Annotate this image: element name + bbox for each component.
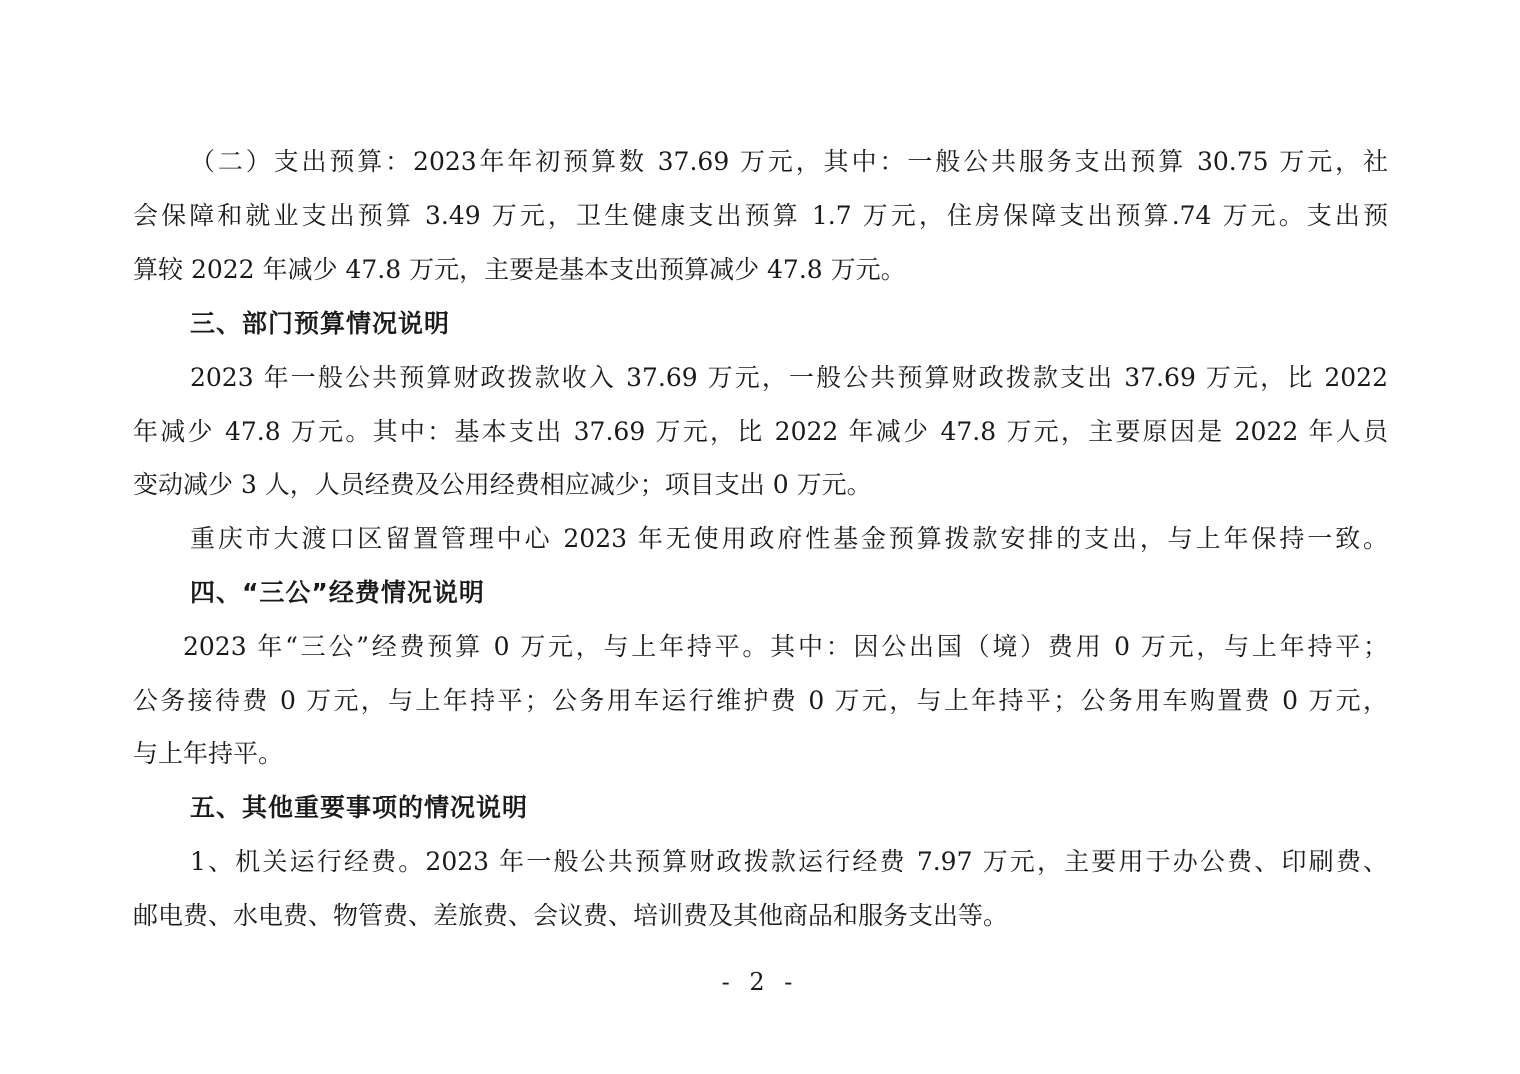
operating-expenses-line-2: 邮电费、水电费、物管费、差旅费、会议费、培训费及其他商品和服务支出等。 [133,901,1009,930]
three-public-expenses-line-2: 公务接待费 0 万元，与上年持平；公务用车运行维护费 0 万元，与上年持平；公务用车购置费 0 万元， [133,686,1388,715]
page-number: - 2 - [721,968,799,996]
department-budget-line-1: 2023 年一般公共预算财政拨款收入 37.69 万元，一般公共预算财政拨款支出 37.69 万元，比 2022 [190,363,1388,392]
section-heading-5: 五、其他重要事项的情况说明 [190,793,529,822]
three-public-expenses-line-3: 与上年持平。 [133,739,284,768]
three-public-expenses-line-1: 2023 年“三公”经费预算 0 万元，与上年持平。其中：因公出国（境）费用 0 万元，与上年持平； [183,632,1388,661]
section-heading-3: 三、部门预算情况说明 [190,309,451,338]
expenditure-budget-line-1: （二）支出预算：2023年年初预算数 37.69 万元，其中：一般公共服务支出预算 30.75 万元，社 [190,147,1388,176]
section-heading-4: 四、“三公”经费情况说明 [190,578,485,607]
operating-expenses-line-1: 1、机关运行经费。2023 年一般公共预算财政拨款运行经费 7.97 万元，主要用于办公费、印刷费、 [190,847,1388,876]
expenditure-budget-line-2: 会保障和就业支出预算 3.49 万元，卫生健康支出预算 1.7 万元，住房保障支出预算.74 万元。支出预 [133,201,1388,230]
department-budget-line-2: 年减少 47.8 万元。其中：基本支出 37.69 万元，比 2022 年减少 47.8 万元，主要原因是 2022 年人员 [133,417,1388,446]
department-budget-line-3: 变动减少 3 人，人员经费及公用经费相应减少；项目支出 0 万元。 [133,470,872,499]
expenditure-budget-line-3: 算较 2022 年减少 47.8 万元，主要是基本支出预算减少 47.8 万元。 [133,255,906,284]
government-fund-line: 重庆市大渡口区留置管理中心 2023 年无使用政府性基金预算拨款安排的支出，与上年保持一致。 [190,524,1388,553]
